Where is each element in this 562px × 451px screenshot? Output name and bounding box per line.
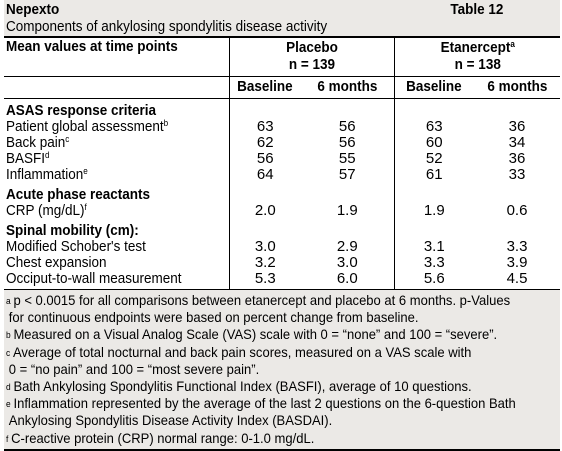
placebo-name: Placebo [285,39,338,56]
table-row [4,239,560,255]
footnote: a p < 0.0015 for all comparisons between etanercept and placebo at 6 months. p-Values [6,292,511,308]
row-label: Inflammation$^e$ [6,166,88,183]
cell-value: 4.5 [474,271,560,290]
section-title: ASAS response criteria [6,102,157,119]
table-row [4,151,560,167]
etanercept-name: Etanercept [440,39,510,56]
table-row [4,203,560,219]
row-label: Chest expansion [6,254,107,271]
placebo-6months-header: 6 months [301,77,394,99]
cell-value: 1.9 [394,203,474,219]
cell-value: 3.3 [506,238,528,255]
etanercept-footnote-mark: a [509,39,515,49]
etanercept-6months-header: 6 months [474,77,560,99]
cell-value: 3.9 [506,254,528,271]
cell-value: 63 [394,119,474,135]
row-label: Modified Schober's test [6,238,146,255]
cell-value: 56 [229,151,301,167]
footnotes [4,290,560,449]
table-body [4,99,560,290]
footnote: Ankylosing Spondylitis Disease Activity Index (BASDAI). [8,412,333,429]
table-row [4,119,560,135]
cell-value: 57 [338,166,356,183]
table-row [4,167,560,183]
cell-value: 63 [229,119,301,135]
row-label: CRP $(mg/dL)^f$ [6,202,87,219]
footnote: for continuous endpoints were based on percent change from baseline. [8,309,419,326]
cell-value: 1.9 [336,202,358,219]
data-table [4,36,560,290]
table-number: Table 12 [450,1,504,18]
cell-value: 34 [508,134,526,151]
footnote: 0 = “no pain” and 100 = “most severe pain”. [8,360,260,377]
etanercept-name-line [405,39,550,56]
cell-value: 5.3 [229,271,301,290]
label-column-header: Mean values at time points [4,37,229,77]
table-row [4,271,560,290]
footnote: d Bath Ankylosing Spondylitis Functional Index (BASFI), average of 10 questions. [6,378,472,395]
footnote: c Average of total nocturnal and back pain scores, measured on a VAS scale with [6,343,472,360]
title-line [6,1,557,18]
sub-header-blank [4,77,229,99]
cell-value: 33 [508,166,526,183]
table-row [4,255,560,271]
section-title: Spinal mobility (cm): [6,222,139,239]
section-header-row [4,183,560,203]
cell-value: 60 [394,135,474,151]
etanercept-n: n = 138 [454,56,501,73]
cell-value: 36 [508,150,526,167]
placebo-group-header [229,37,394,77]
footnote: e Inflammation represented by the average of the last 2 questions on the 6-question Bath [6,395,516,412]
cell-value: 2.0 [229,203,301,219]
brand-name: Nepexto [6,1,60,18]
row-label: Patient global assessment$^b$ [6,118,169,135]
table-caption: Components of ankylosing spondylitis disease activity [6,18,328,35]
cell-value: 5.6 [394,271,474,290]
cell-value: 55 [338,150,356,167]
section-title: Acute phase reactants [6,186,151,203]
cell-value: 3.2 [229,255,301,271]
cell-value: 64 [229,167,301,183]
group-header-row [4,37,560,77]
cell-value: 0.6 [506,202,528,219]
placebo-n: n = 139 [288,56,335,73]
cell-value: 3.3 [394,255,474,271]
cell-value: 56 [338,118,356,135]
cell-value: 3.0 [336,254,358,271]
cell-value: 52 [394,151,474,167]
cell-value: 3.1 [394,239,474,255]
cell-value: 56 [338,134,356,151]
footnote: b Measured on a Visual Analog Scale (VAS) scale with 0 = “none” and 100 = “severe”. [6,326,498,343]
table-header [4,0,560,36]
cell-value: 6.0 [301,271,394,290]
section-header-row [4,99,560,120]
footnote: f C-reactive protein (CRP) normal range: 0-1.0 mg/dL. [6,429,315,446]
cell-value: 2.9 [336,238,358,255]
row-label: Occiput-to-wall measurement [4,271,229,290]
section-header-row [4,219,560,239]
etanercept-baseline-header: Baseline [394,77,474,99]
sub-header-row [4,77,560,99]
row-label: Back pain$^c$ [6,134,70,151]
cell-value: 3.0 [229,239,301,255]
cell-value: 62 [229,135,301,151]
table-row [4,135,560,151]
cell-value: 36 [508,118,526,135]
placebo-baseline-header: Baseline [229,77,301,99]
row-label: BASFI$^d$ [6,150,50,167]
cell-value: 61 [394,167,474,183]
etanercept-group-header [394,37,560,77]
